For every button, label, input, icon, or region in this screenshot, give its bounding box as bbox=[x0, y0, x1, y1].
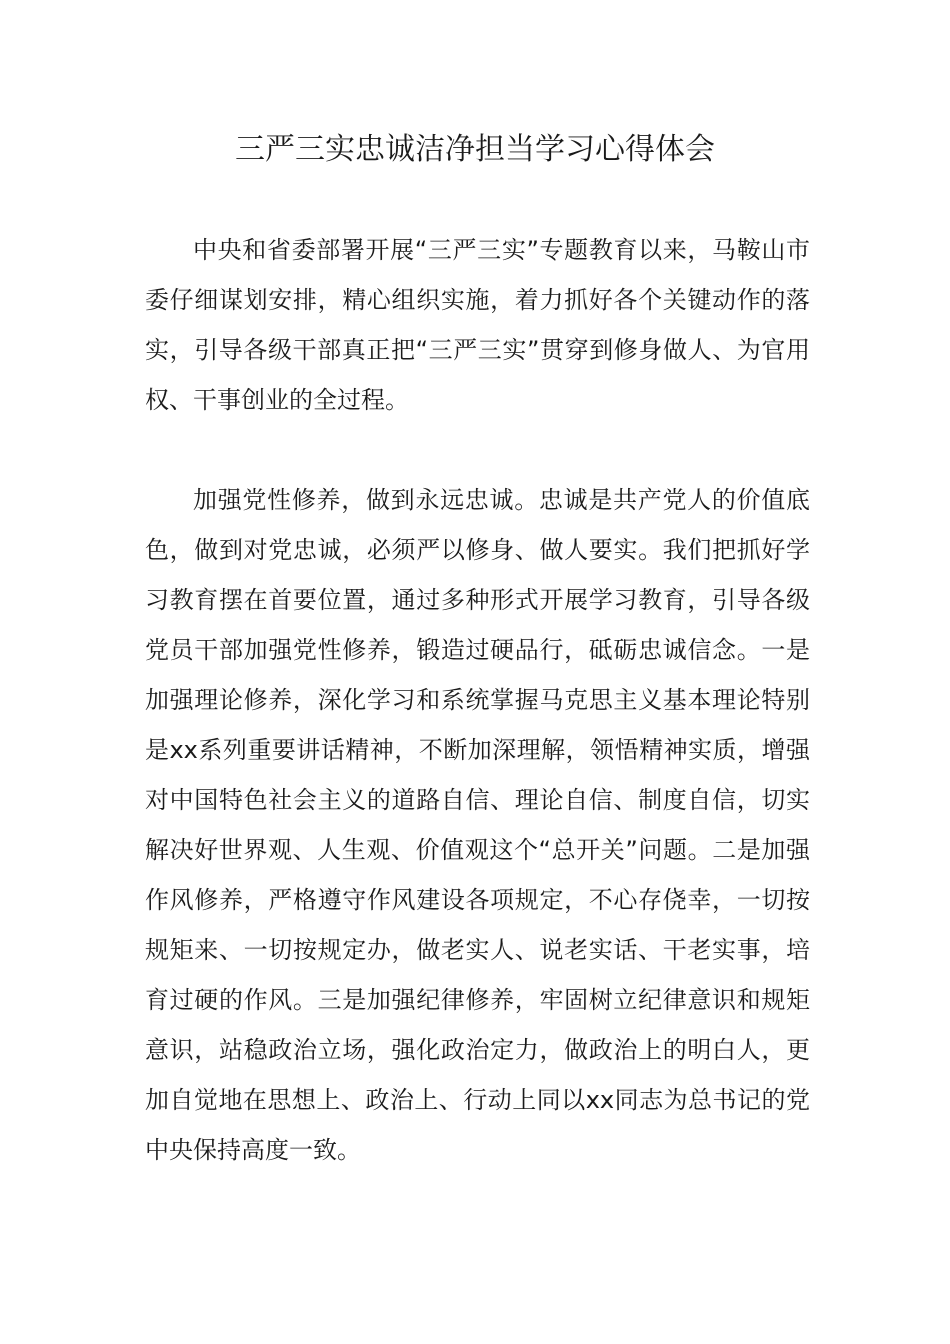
paragraph-2: 加强党性修养，做到永远忠诚。忠诚是共产党人的价值底色，做到对党忠诚，必须严以修身、做人要实。我们把抓好学习教育摆在首要位置，通过多种形式开展学习教育，引导各级党员干部加强党性修养，锻造过硬品行，砥砺忠诚信念。一是加强理论修养，深化学习和系统掌握马克思主义基本理论特别是xx系列重要讲话精神，不断加深理解，领悟精神实质，增强对中国特色社会主义的道路自信、理论自信、制度自信，切实解决好世界观、人生观、价值观这个“总开关”问题。二是加强作风修养，严格遵守作风建设各项规定，不心存侥幸，一切按规矩来、一切按规定办，做老实人、说老实话、干老实事，培育过硬的作风。三是加强纪律修养，牢固树立纪律意识和规矩意识，站稳政治立场，强化政治定力，做政治上的明白人，更加自觉地在思想上、政治上、行动上同以xx同志为总书记的党中央保持高度一致。 bbox=[145, 486, 810, 1164]
paragraph-1-block bbox=[145, 225, 810, 425]
document-title: 三严三实忠诚洁净担当学习心得体会 bbox=[235, 132, 715, 167]
paragraph-2-block bbox=[145, 475, 810, 1175]
paragraph-1: 中央和省委部署开展“三严三实”专题教育以来，马鞍山市委仔细谋划安排，精心组织实施，着力抓好各个关键动作的落实，引导各级干部真正把“三严三实”贯穿到修身做人、为官用权、干事创业的全过程。 bbox=[145, 236, 810, 414]
